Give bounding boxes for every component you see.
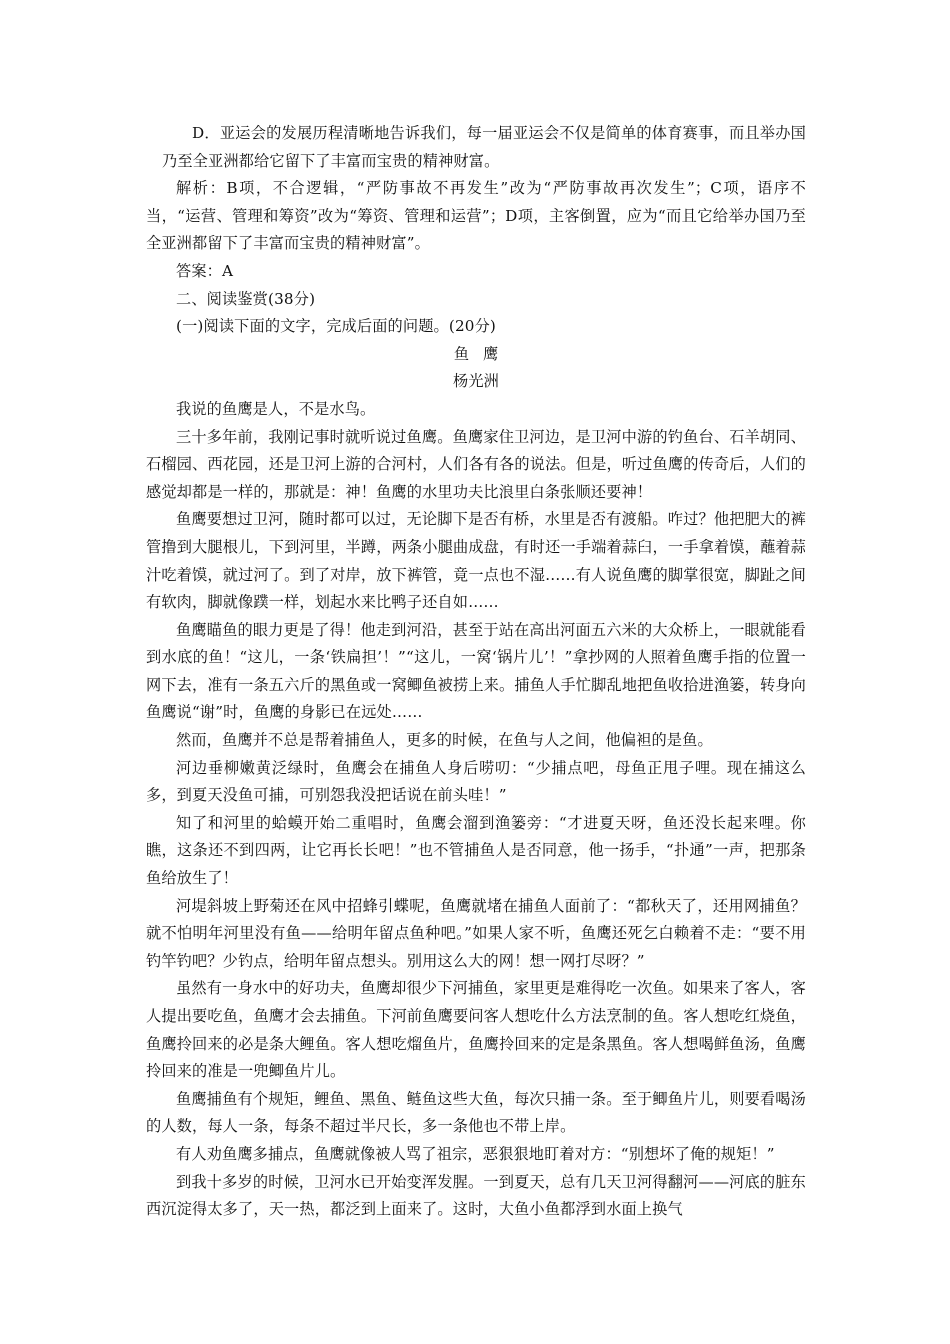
option-d: D．亚运会的发展历程清晰地告诉我们，每一届亚运会不仅是简单的体育赛事，而且举办国乃至全亚洲都给它留下了丰富而宝贵的精神财富。: [162, 124, 806, 170]
article-paragraph: 有人劝鱼鹰多捕点，鱼鹰就像被人骂了祖宗，恶狠狠地盯着对方：“别想坏了俺的规矩！”: [176, 1144, 775, 1163]
article-paragraph: 河边垂柳嫩黄泛绿时，鱼鹰会在捕鱼人身后唠叨：“少捕点吧，母鱼正甩子哩。现在捕这么多，到夏天没鱼可捕，可别怨我没把话说在前头哇！”: [146, 758, 806, 805]
article-paragraph: 河堤斜坡上野菊还在风中招蜂引蝶呢，鱼鹰就堵在捕鱼人面前了：“都秋天了，还用网捕鱼？就不怕明年河里没有鱼——给明年留点鱼种吧。”如果人家不听，鱼鹰还死乞白赖着不走：“要不用钓竿钓吧？少钓点，给明年留点想头。别用这么大的网！想一网打尽呀？”: [146, 896, 806, 970]
article-paragraph: 鱼鹰要想过卫河，随时都可以过，无论脚下是否有桥，水里是否有渡船。咋过？他把肥大的裤管撸到大腿根儿，下到河里，半蹲，两条小腿曲成盘，有时还一手端着蒜臼，一手拿着馍，蘸着蒜汁吃着馍，就过河了。到了对岸，放下裤管，竟一点也不湿……有人说鱼鹰的脚掌很宽，脚趾之间有软肉，脚就像蹼一样，划起水来比鸭子还自如……: [146, 510, 806, 612]
article-paragraph: 鱼鹰捕鱼有个规矩，鲤鱼、黑鱼、鲢鱼这些大鱼，每次只捕一条。至于鲫鱼片儿，则要看喝汤的人数，每人一条，每条不超过半尺长，多一条他也不带上岸。: [146, 1089, 806, 1136]
article-paragraph: 知了和河里的蛤蟆开始二重唱时，鱼鹰会溜到渔篓旁：“才进夏天呀，鱼还没长起来哩。你瞧，这条还不到四两，让它再长长吧！”也不管捕鱼人是否同意，他一扬手，“扑通”一声，把那条鱼给放生了！: [146, 813, 806, 888]
section-heading: 二、阅读鉴赏(38分): [176, 289, 316, 308]
analysis-text: 解析：B项，不合逻辑，“严防事故不再发生”改为“严防事故再次发生”；C项，语序不当，“运营、管理和筹资”改为“筹资、管理和运营”；D项，主客倒置，应为“而且它给举办国乃至全亚洲都留下了丰富而宝贵的精神财富”。: [146, 179, 806, 253]
article-paragraph: 鱼鹰瞄鱼的眼力更是了得！他走到河沿，甚至于站在高出河面五六米的大众桥上，一眼就能看到水底的鱼！“这儿，一条‘铁扁担’！”“这儿，一窝‘锅片儿’！”拿抄网的人照着鱼鹰手指的位置一网下去，准有一条五六斤的黑鱼或一窝鲫鱼被捞上来。捕鱼人手忙脚乱地把鱼收拾进渔篓，转身向鱼鹰说“谢”时，鱼鹰的身影已在远处……: [146, 620, 806, 722]
sub-heading: (一)阅读下面的文字，完成后面的问题。(20分): [176, 317, 497, 336]
article-title: 鱼鹰: [453, 344, 513, 363]
article-paragraph: 三十多年前，我刚记事时就听说过鱼鹰。鱼鹰家住卫河边，是卫河中游的钓鱼台、石羊胡同、石榴园、西花园，还是卫河上游的合河村，人们各有各的说法。但是，听过鱼鹰的传奇后，人们的感觉却都是一样的，那就是：神！鱼鹰的水里功夫比浪里白条张顺还要神！: [146, 427, 806, 501]
article-author: 杨光洲: [452, 372, 499, 391]
answer-text: 答案：A: [176, 261, 234, 280]
document-page: [146, 120, 806, 1224]
article-paragraph: 虽然有一身水中的好功夫，鱼鹰却很少下河捕鱼，家里更是难得吃一次鱼。如果来了客人，客人提出要吃鱼，鱼鹰才会去捕鱼。下河前鱼鹰要问客人想吃什么方法烹制的鱼。客人想吃红烧鱼，鱼鹰拎回来的必是条大鲤鱼。客人想吃熘鱼片，鱼鹰拎回来的定是条黑鱼。客人想喝鲜鱼汤，鱼鹰拎回来的准是一兜鲫鱼片儿。: [146, 979, 806, 1081]
article-paragraph: 我说的鱼鹰是人，不是水鸟。: [176, 399, 376, 418]
article-paragraph: 到我十多岁的时候，卫河水已开始变浑发腥。一到夏天，总有几天卫河得翻河——河底的脏东西沉淀得太多了，天一热，都泛到上面来了。这时，大鱼小鱼都浮到水面上换气: [146, 1172, 806, 1219]
article-paragraph: 然而，鱼鹰并不总是帮着捕鱼人，更多的时候，在鱼与人之间，他偏袒的是鱼。: [176, 731, 713, 750]
